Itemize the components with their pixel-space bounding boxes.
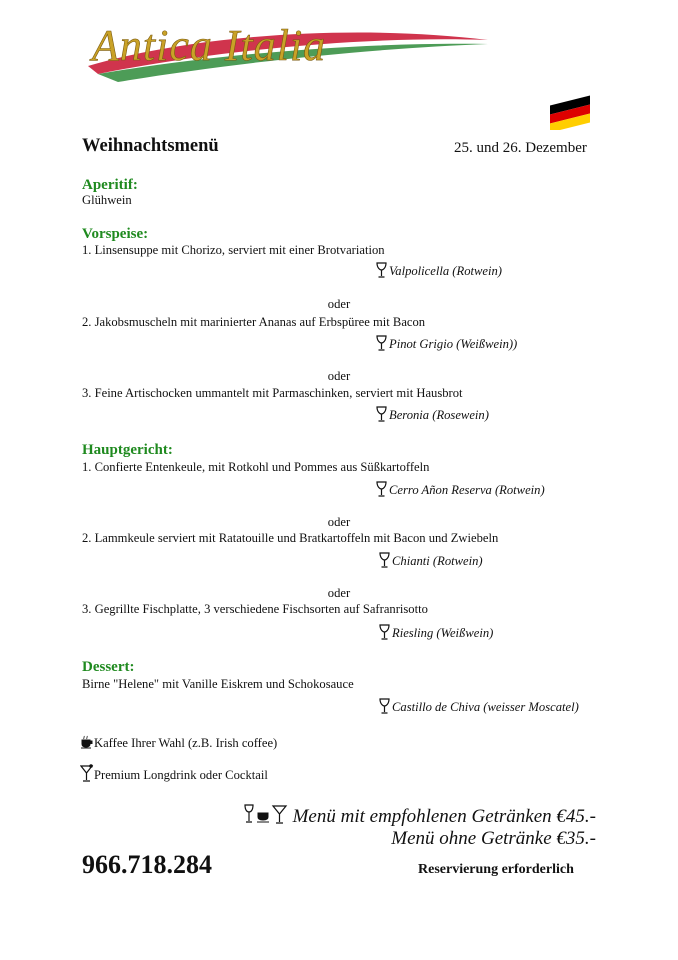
cocktail-glass-icon [80,764,94,782]
drinks-combo-icon [244,803,288,825]
reservation-note: Reservierung erforderlich [418,862,574,877]
extra-coffee [80,735,277,751]
vorspeise-dish-2: 2. Jakobsmuscheln mit marinierter Ananas auf Erbspüree mit Bacon [82,315,426,329]
german-flag-icon [548,94,594,130]
hauptgericht-dish-2: 2. Lammkeule serviert mit Ratatouille und Bratkartoffeln mit Bacon und Zwiebeln [82,531,499,545]
wine-pairing [376,335,517,352]
wine-name: Cerro Añon Reserva (Rotwein) [389,483,545,497]
wine-name: Chianti (Rotwein) [392,554,483,568]
price-with-drinks-text: Menü mit empfohlenen Getränken €45.- [292,806,596,827]
section-heading-dessert: Dessert: [82,659,135,675]
vorspeise-dish-1: 1. Linsensuppe mit Chorizo, serviert mit einer Brotvariation [82,243,385,257]
coffee-text: Kaffee Ihrer Wahl (z.B. Irish coffee) [94,736,278,750]
oder-separator: oder [327,369,351,383]
wine-pairing [376,406,489,423]
wine-name: Valpolicella (Rotwein) [389,264,502,278]
extra-longdrink [80,764,268,783]
wine-name: Pinot Grigio (Weißwein)) [389,337,518,351]
oder-separator: oder [327,515,351,529]
price-without-drinks: Menü ohne Getränke €35.- [391,828,596,849]
wine-pairing [379,552,483,569]
wine-pairing [376,262,502,279]
wine-pairing [376,481,545,498]
aperitif-item: Glühwein [82,193,132,207]
section-heading-vorspeise: Vorspeise: [82,226,149,242]
wine-name: Beronia (Rosewein) [389,408,489,422]
wine-name: Riesling (Weißwein) [392,626,494,640]
wine-name: Castillo de Chiva (weisser Moscatel) [392,700,579,714]
wine-pairing [379,698,579,715]
wine-glass-icon [379,552,390,568]
vorspeise-dish-3: 3. Feine Artischocken ummantelt mit Parmaschinken, serviert mit Hausbrot [82,386,463,400]
price-with-drinks [244,803,596,828]
wine-glass-icon [379,698,390,714]
hauptgericht-dish-3: 3. Gegrillte Fischplatte, 3 verschiedene Fischsorten auf Safranrisotto [82,602,428,616]
coffee-cup-icon [80,735,94,749]
wine-glass-icon [376,406,387,422]
wine-glass-icon [376,481,387,497]
phone-number: 966.718.284 [82,850,212,879]
wine-glass-icon [379,624,390,640]
oder-separator: oder [327,586,351,600]
section-heading-aperitif: Aperitif: [82,177,138,193]
section-heading-hauptgericht: Hauptgericht: [82,442,173,458]
wine-pairing [379,624,493,641]
oder-separator: oder [327,297,351,311]
hauptgericht-dish-1: 1. Confierte Entenkeule, mit Rotkohl und Pommes aus Süßkartoffeln [82,460,430,474]
logo-text: Antica Italia [92,21,327,70]
longdrink-text: Premium Longdrink oder Cocktail [94,768,268,782]
menu-date: 25. und 26. Dezember [454,140,587,156]
menu-title: Weihnachtsmenü [82,136,219,156]
wine-glass-icon [376,335,387,351]
wine-glass-icon [376,262,387,278]
dessert-dish: Birne "Helene" mit Vanille Eiskrem und Schokosauce [82,677,354,691]
restaurant-logo [78,4,498,88]
